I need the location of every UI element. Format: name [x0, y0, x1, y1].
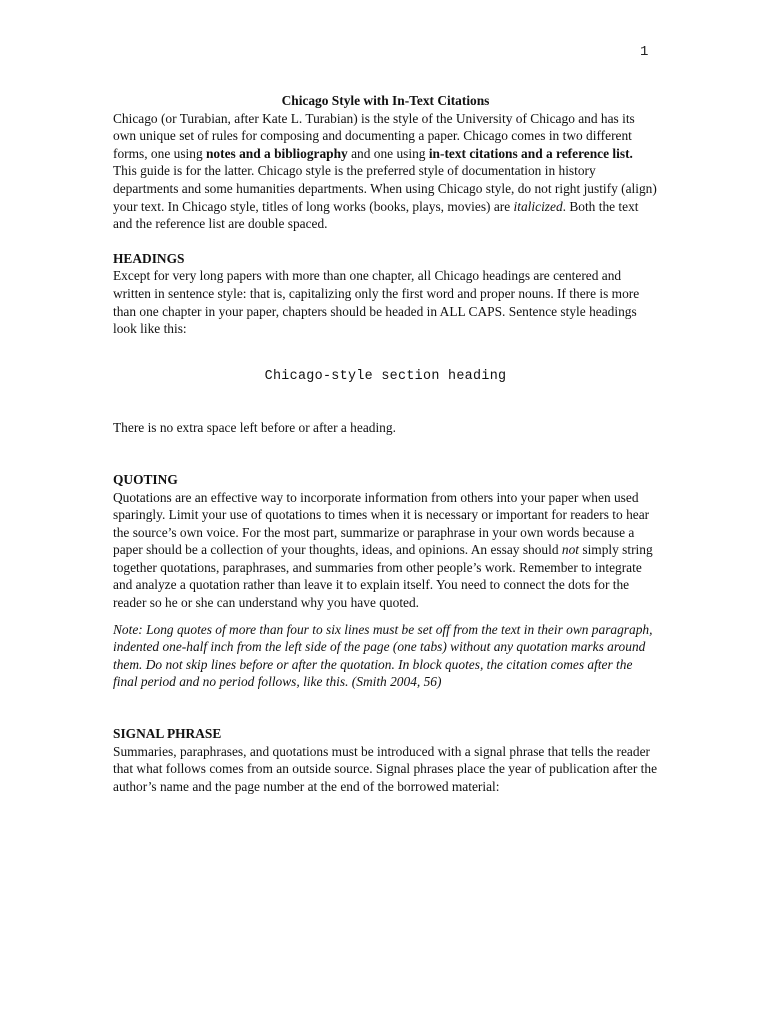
signal-phrase-paragraph: Summaries, paraphrases, and quotations must be introduced with a signal phrase that tells the reader that what follows comes from an outside source. Signal phrases place the year of publication after the author’s name and the page number at the end of the borrowed material:	[113, 743, 658, 794]
document-title: Chicago Style with In-Text Citations	[281, 93, 490, 108]
quoting-text-2: simply string together quotations, paraphrases, and summaries from other people’s work. Remember to integrate and analyze a quotation rather than leave it to explain itself. You need to connect the dots for the reader so he or she can understand why you have quoted.	[113, 542, 653, 611]
headings-after-paragraph: There is no extra space left before or after a heading.	[113, 420, 396, 436]
example-section-heading: Chicago-style section heading	[264, 368, 507, 384]
intro-text-3: This guide is for the latter. Chicago style is the preferred style of documentation in history departments and some humanities departments. When using Chicago style, do not right justify (align) your text. In Chicago style, titles of long works (books, plays, movies) are	[113, 163, 657, 214]
intro-text-4: . Both the text and the reference list are double spaced.	[113, 198, 639, 232]
quoting-heading: QUOTING	[113, 471, 178, 487]
intro-text-2: and one using	[347, 145, 429, 161]
document-body	[113, 92, 658, 795]
intro-italic: italicized	[513, 198, 563, 214]
signal-phrase-heading: SIGNAL PHRASE	[113, 726, 222, 742]
spacer	[113, 612, 658, 621]
quoting-italic-not: not	[561, 542, 580, 558]
quoting-text-1: Quotations are an effective way to incorporate information from others into your paper when used sparingly. Limit your use of quotations to times when it is necessary or important for readers to hear the source’s own voice. For the most part, summarize or paraphrase in your own words because a paper should be a collection of your thoughts, ideas, and opinions. An essay should	[113, 489, 650, 558]
spacer	[113, 691, 658, 725]
spacer	[113, 338, 658, 368]
intro-text-1: Chicago (or Turabian, after Kate L. Turabian) is the style of the University of Chicago and has its own unique set of rules for composing and documenting a paper. Chicago comes in two different forms, one using	[113, 110, 635, 161]
quoting-note: Note: Long quotes of more than four to six lines must be set off from the text in their own paragraph, indented one-half inch from the left side of the page (one tabs) without any quotation marks around them. Do not skip lines before or after the quotation. In block quotes, the citation comes after the final period and no period follows, like this. (Smith 2004, 56)	[113, 621, 653, 690]
intro-bold-citations: in-text citations and a reference list.	[428, 145, 633, 161]
quoting-paragraph	[113, 489, 658, 612]
headings-heading: HEADINGS	[113, 250, 185, 266]
page-number: 1	[640, 44, 649, 60]
spacer	[113, 233, 658, 250]
spacer	[113, 437, 658, 471]
intro-paragraph	[113, 110, 658, 233]
intro-bold-notes: notes and a bibliography	[205, 145, 348, 161]
spacer	[113, 385, 658, 419]
headings-paragraph: Except for very long papers with more than one chapter, all Chicago headings are centered and written in sentence style: that is, capitalizing only the first word and proper nouns. If there is more than one chapter in your paper, chapters should be headed in ALL CAPS. Sentence style headings look like this:	[113, 268, 640, 337]
